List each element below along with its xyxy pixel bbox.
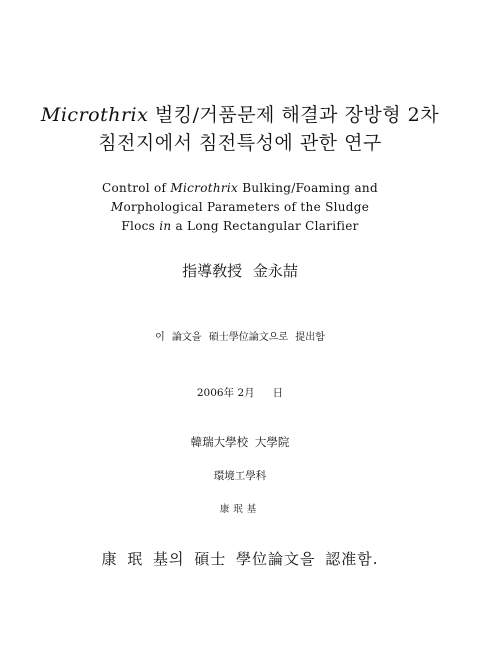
- english-title-line-2-initial: M: [110, 200, 124, 214]
- english-title-line-2-rest: orphological Parameters of the Sludge: [123, 200, 370, 214]
- approval-statement: 康 珉 基의 碩士 學位論文을 認准함.: [101, 550, 379, 568]
- english-title-organism: Microthrix: [170, 181, 239, 195]
- department-name: 環境工學科: [213, 470, 267, 482]
- english-title-line-2: [0, 200, 480, 214]
- submission-statement: 이 論文을 碩士學位論文으로 提出함: [155, 332, 325, 343]
- english-title-line-1: [0, 181, 480, 195]
- english-title-line-1-post: Bulking/Foaming and: [238, 181, 378, 195]
- english-title-line-3: [0, 219, 480, 233]
- university-name: 韓瑞大學校 大學院: [190, 435, 290, 449]
- english-title-line-3-pre: Flocs: [121, 219, 160, 233]
- submission-date: [0, 385, 480, 400]
- date-day: 日: [272, 387, 284, 399]
- korean-title-line-1-rest: 벌킹/거품문제 해결과 장방형 2차: [148, 104, 440, 126]
- korean-title-line-2: 침전지에서 침전특성에 관한 연구: [98, 132, 382, 154]
- author-name: 康珉基: [219, 504, 261, 515]
- english-title-line-3-post: a Long Rectangular Clarifier: [171, 219, 359, 233]
- english-title-line-3-italic: in: [159, 219, 172, 233]
- english-title-line-1-pre: Control of: [102, 181, 171, 195]
- korean-title-organism: Microthrix: [40, 104, 149, 126]
- korean-title-line-1: [0, 100, 480, 127]
- date-year: 2006年: [196, 387, 235, 399]
- advisor-line: 指導敎授 金永喆: [182, 262, 298, 280]
- date-month: 2月: [237, 387, 255, 399]
